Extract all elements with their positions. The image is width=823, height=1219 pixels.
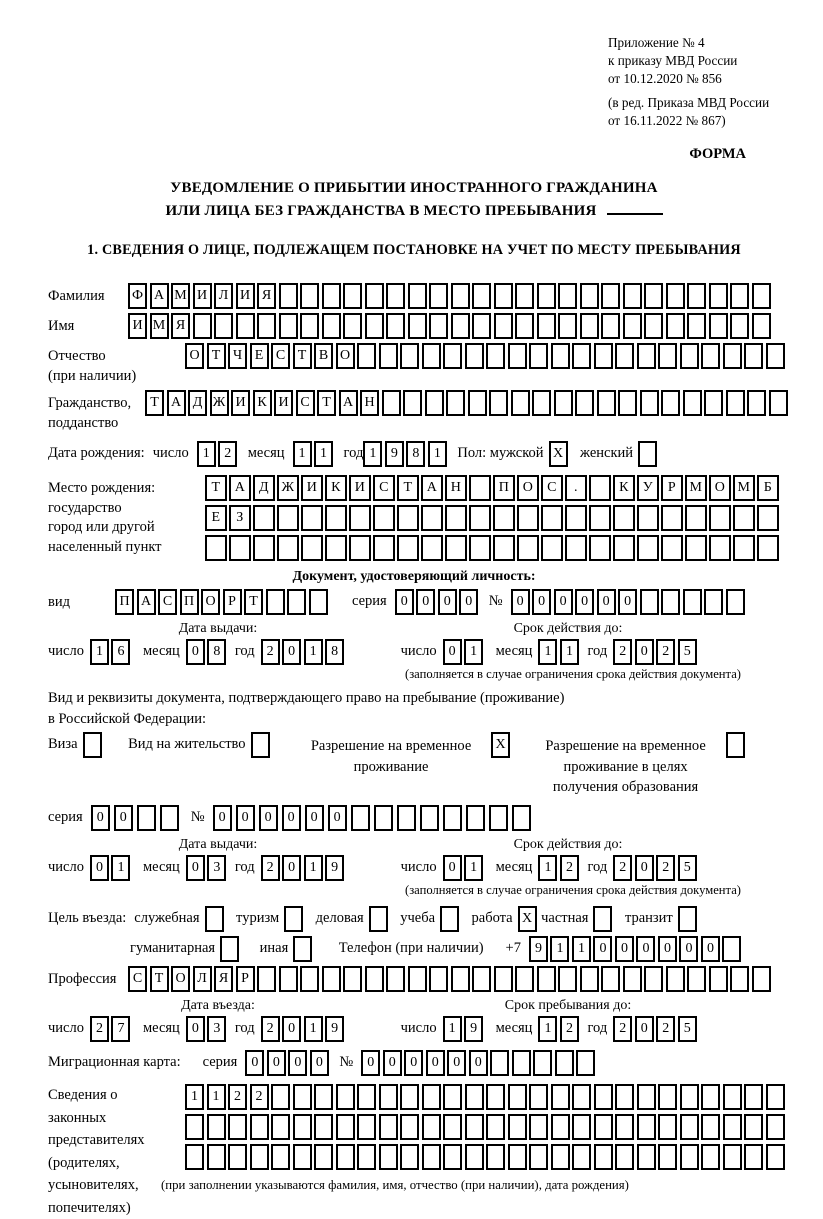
- edition-line: от 16.11.2022 № 867): [608, 112, 726, 128]
- patronymic-label: Отчество (при наличии): [48, 348, 137, 384]
- doc-valid-month-boxes[interactable]: 1 1: [538, 639, 581, 665]
- birth-place-label: Место рождения: государство город или другой населенный пункт: [48, 480, 162, 556]
- doc-valid-until-label: Срок действия до:: [513, 621, 623, 637]
- doc-issue-day-boxes[interactable]: 1 6: [90, 639, 133, 665]
- purpose-humanitarian-label: гуманитарная: [130, 940, 216, 957]
- stay-year-boxes[interactable]: 2 0 2 5: [613, 1016, 699, 1042]
- appendix-line: Приложение № 4: [608, 35, 705, 50]
- migration-series-label: серия: [202, 1054, 238, 1071]
- residence-valid-year-boxes[interactable]: 2 0 2 5: [613, 855, 699, 881]
- temp-residence-education-checkbox[interactable]: [726, 732, 748, 758]
- purpose-official-checkbox[interactable]: [205, 906, 227, 932]
- doc-series-boxes[interactable]: 0 0 0 0: [395, 589, 481, 615]
- doc-issue-year-boxes[interactable]: 2 0 1 8: [261, 639, 347, 665]
- appendix-line: от 10.12.2020 № 856: [608, 71, 722, 87]
- birth-place-row1-boxes[interactable]: Т А Д Ж И К И С Т А Н П О С . К У Р М О М Б: [205, 475, 781, 501]
- residence-series-label: серия: [48, 809, 83, 826]
- entry-year-boxes[interactable]: 2 0 1 9: [261, 1016, 347, 1042]
- residence-issue-date-label: Дата выдачи:: [178, 837, 258, 853]
- visa-label: Виза: [48, 736, 78, 753]
- given-name-label: Имя: [48, 318, 75, 335]
- birth-day-label: число: [152, 445, 189, 462]
- migration-series-boxes[interactable]: 0 0 0 0: [245, 1050, 331, 1076]
- purpose-official-label: служебная: [134, 910, 200, 927]
- purpose-label: Цель въезда:: [48, 910, 127, 927]
- purpose-business-checkbox[interactable]: [369, 906, 391, 932]
- purpose-business-label: деловая: [315, 910, 364, 927]
- sex-male-label: Пол: мужской: [457, 445, 544, 462]
- residence-issue-year-boxes[interactable]: 2 0 1 9: [261, 855, 347, 881]
- residence-valid-month-boxes[interactable]: 1 2: [538, 855, 581, 881]
- representatives-row2-boxes[interactable]: [185, 1114, 787, 1140]
- migration-number-label: №: [339, 1054, 354, 1071]
- residence-doc-line1: Вид и реквизиты документа, подтверждающего право на пребывание (проживание): [48, 690, 565, 707]
- doc-type-label: вид: [48, 594, 70, 611]
- residence-doc-line2: в Российской Федерации:: [48, 711, 207, 728]
- doc-number-boxes[interactable]: 0 0 0 0 0 0: [511, 589, 748, 615]
- sex-male-checkbox[interactable]: X: [549, 441, 571, 467]
- profession-boxes[interactable]: С Т О Л Я Р: [128, 966, 773, 992]
- residence-valid-until-label: Срок действия до:: [513, 837, 623, 853]
- identity-doc-heading: Документ, удостоверяющий личность:: [292, 569, 536, 585]
- representatives-note: (при заполнении указываются фамилия, имя, отчество (при наличии), дата рождения): [161, 1178, 629, 1193]
- purpose-tourism-label: туризм: [236, 910, 280, 927]
- residence-permit-label: Вид на жительство: [128, 736, 246, 753]
- birth-date-label: Дата рождения:: [48, 445, 145, 462]
- residence-number-label: №: [190, 809, 205, 826]
- section1-heading: 1. СВЕДЕНИЯ О ЛИЦЕ, ПОДЛЕЖАЩЕМ ПОСТАНОВКЕ НА УЧЕТ ПО МЕСТУ ПРЕБЫВАНИЯ: [87, 242, 741, 259]
- birth-day-boxes[interactable]: 1 2: [197, 441, 240, 467]
- title-underline: [607, 201, 663, 215]
- doc-series-label: серия: [352, 593, 387, 610]
- residence-issue-day-boxes[interactable]: 0 1: [90, 855, 133, 881]
- citizenship-boxes[interactable]: Т А Д Ж И К И С Т А Н: [145, 390, 790, 416]
- form-label: ФОРМА: [689, 146, 746, 163]
- birth-place-row3-boxes[interactable]: [205, 535, 781, 561]
- representatives-row3-boxes[interactable]: [185, 1144, 787, 1170]
- migration-number-boxes[interactable]: 0 0 0 0 0 0: [361, 1050, 598, 1076]
- purpose-tourism-checkbox[interactable]: [284, 906, 306, 932]
- form-title-line1: УВЕДОМЛЕНИЕ О ПРИБЫТИИ ИНОСТРАННОГО ГРАЖДАНИНА: [170, 180, 658, 197]
- purpose-humanitarian-checkbox[interactable]: [220, 936, 242, 962]
- purpose-work-checkbox[interactable]: X: [518, 906, 540, 932]
- stay-month-boxes[interactable]: 1 2: [538, 1016, 581, 1042]
- purpose-private-checkbox[interactable]: [593, 906, 615, 932]
- sex-female-label: женский: [580, 445, 634, 462]
- doc-issue-date-label: Дата выдачи:: [178, 621, 258, 637]
- purpose-study-label: учеба: [400, 910, 436, 927]
- appendix-block: [608, 34, 823, 130]
- birth-year-boxes[interactable]: 1 9 8 1: [363, 441, 449, 467]
- stay-until-label: Срок пребывания до:: [504, 998, 632, 1014]
- residence-restriction-note: (заполняется в случае ограничения срока действия документа): [405, 883, 741, 898]
- residence-issue-month-boxes[interactable]: 0 3: [186, 855, 229, 881]
- phone-boxes[interactable]: 9 1 1 0 0 0 0 0 0: [529, 936, 744, 962]
- entry-date-label: Дата въезда:: [181, 998, 255, 1014]
- visa-checkbox[interactable]: [83, 732, 105, 758]
- surname-label: Фамилия: [48, 288, 105, 305]
- entry-day-boxes[interactable]: 2 7: [90, 1016, 133, 1042]
- purpose-private-label: частная: [541, 910, 589, 927]
- doc-type-boxes[interactable]: П А С П О Р Т: [115, 589, 330, 615]
- doc-number-label: №: [488, 593, 503, 610]
- doc-valid-year-boxes[interactable]: 2 0 2 5: [613, 639, 699, 665]
- form-title: [48, 177, 780, 222]
- residence-permit-checkbox[interactable]: [251, 732, 273, 758]
- purpose-other-label: иная: [259, 940, 289, 957]
- doc-issue-month-boxes[interactable]: 0 8: [186, 639, 229, 665]
- birth-month-label: месяц: [247, 445, 285, 462]
- purpose-transit-checkbox[interactable]: [678, 906, 700, 932]
- temp-residence-checkbox[interactable]: X: [491, 732, 513, 758]
- form-page: Приложение № 4 к приказу МВД России от 10.12.2020 № 856 (в ред. Приказа МВД России от 16.11.2022 № 867) ФОРМА УВЕДОМЛЕНИЕ О ПРИБЫТИИ ИНОСТРАННОГО ГРАЖДАНИНА ИЛИ ЛИЦА БЕЗ ГРАЖДАНСТВА В МЕСТО ПРЕБЫВАНИЯ 1. СВЕДЕНИЯ О ЛИЦЕ, ПОДЛЕЖАЩЕМ ПОСТАНОВКЕ НА УЧЕТ ПО МЕСТУ ПРЕБЫВАНИЯ Фамилия Ф А М И Л И Я Имя И М Я Отчество (при наличии) О Т Ч Е С Т В О Гражданство, подданство Т А Д Ж И К И С Т А Н Дата рождения: число 1 2 месяц 1 1 год 1 9 8 1 Пол: мужской X женский Место рождения: государство город или другой населенный пункт Т А Д Ж И К И С Т А Н П О С . К У Р М О М Б Е З Документ, удостоверяющий личность: вид П А С П О Р Т серия 0 0 0 0 № 0 0 0 0 0 0 Дата выдачи: Срок действия до: число 1 6 месяц 0 8 год 2 0 1 8 число 0 1 месяц 1 1 год 2 0 2 5 (заполняется в случае ограничения срока действия документа) Вид и реквизиты документа, подтверждающего право на пребывание (проживание) в Российской Федерации: Виза Вид на жительство Разрешение на временное проживание X Разрешение на временное проживание в целях получения образования серия 0 0 № 0 0 0 0 0 0 Дата выдачи: Срок действия до: число 0 1 месяц 0 3 год 2 0 1 9 число 0 1 месяц 1 2 год 2 0 2 5 (заполняется в случае ограничения срока действия документа) Цель въезда: служебная туризм деловая учеба работа X частная транзит гуманитарная иная Телефон (при наличии) +7 9 1 1 0 0 0 0 0 0 Профессия С Т О Л Я Р Дата въезда: Срок пребывания до: число 2 7 месяц 0 3 год 2 0 1 9 число 1 9 месяц 1 2 год 2 0 2 5 Миграционная карта: серия 0 0 0 0 № 0 0 0 0 0 0 Сведения о законных представителях (родителях, усыновителях, попечителях) 1 1 2 2 (при заполнении указываются фамилия, имя, отчество (при наличии), дата рождения): [0, 0, 800, 1163]
- representatives-row1-boxes[interactable]: 1 1 2 2: [185, 1084, 787, 1110]
- purpose-transit-label: транзит: [624, 910, 673, 927]
- representatives-label: Сведения о законных представителях (родителях, усыновителях, попечителях): [48, 1087, 145, 1216]
- phone-label: Телефон (при наличии): [338, 940, 484, 957]
- purpose-work-label: работа: [471, 910, 513, 927]
- residence-valid-day-boxes[interactable]: 0 1: [443, 855, 486, 881]
- doc-valid-day-boxes[interactable]: 0 1: [443, 639, 486, 665]
- edition-line: (в ред. Приказа МВД России: [608, 94, 770, 110]
- birth-year-label: год: [343, 445, 364, 462]
- temp-residence-label: Разрешение на временное проживание: [310, 738, 472, 775]
- profession-label: Профессия: [48, 971, 117, 988]
- surname-boxes[interactable]: Ф А М И Л И Я: [128, 283, 773, 309]
- given-name-boxes[interactable]: И М Я: [128, 313, 773, 339]
- birth-month-boxes[interactable]: 1 1: [293, 441, 336, 467]
- residence-series-boxes[interactable]: 0 0: [91, 805, 183, 831]
- form-title-line2: ИЛИ ЛИЦА БЕЗ ГРАЖДАНСТВА В МЕСТО ПРЕБЫВАНИЯ: [165, 202, 597, 219]
- entry-month-boxes[interactable]: 0 3: [186, 1016, 229, 1042]
- sex-female-checkbox[interactable]: [638, 441, 660, 467]
- purpose-other-checkbox[interactable]: [293, 936, 315, 962]
- purpose-study-checkbox[interactable]: [440, 906, 462, 932]
- migration-card-label: Миграционная карта:: [48, 1054, 181, 1071]
- temp-residence-education-label: Разрешение на временное проживание в целях получения образования: [545, 738, 706, 795]
- stay-day-boxes[interactable]: 1 9: [443, 1016, 486, 1042]
- appendix-line: к приказу МВД России: [608, 53, 738, 69]
- patronymic-boxes[interactable]: О Т Ч Е С Т В О: [185, 343, 787, 369]
- citizenship-label: Гражданство, подданство: [48, 395, 132, 431]
- residence-number-boxes[interactable]: 0 0 0 0 0 0: [213, 805, 535, 831]
- doc-restriction-note: (заполняется в случае ограничения срока действия документа): [405, 667, 741, 682]
- phone-prefix: +7: [505, 940, 521, 957]
- birth-place-row2-boxes[interactable]: Е З: [205, 505, 781, 531]
